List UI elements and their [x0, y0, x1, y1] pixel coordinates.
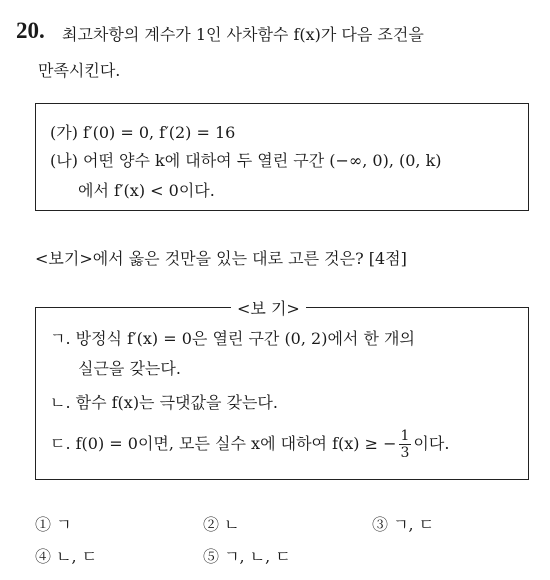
condition-na-continued: 에서 f′(x) < 0이다. [78, 181, 215, 200]
conditions-box [35, 103, 529, 211]
bogi-item-nieun: ㄴ. 함수 f(x)는 극댓값을 갖는다. [50, 393, 278, 412]
question-number: 20. [16, 18, 45, 43]
condition-ga: (가) f′(0) = 0, f′(2) = 16 [50, 123, 236, 142]
question-stem-line2: 만족시킨다. [38, 61, 121, 80]
bogi-title: <보 기> [231, 296, 306, 319]
bogi-item-giyeok-line2: 실근을 갖는다. [78, 359, 181, 378]
fraction-numerator: 1 [400, 428, 410, 444]
choice-1[interactable]: ① ㄱ [35, 515, 72, 534]
bogi-item-giyeok-line1: ㄱ. 방정식 f′(x) = 0은 열린 구간 (0, 2)에서 한 개의 [50, 329, 415, 348]
condition-na: (나) 어떤 양수 k에 대하여 두 열린 구간 (−∞, 0), (0, k) [50, 151, 442, 170]
fraction-denominator: 3 [400, 445, 410, 461]
question-stem-line1: 최고차항의 계수가 1인 사차함수 f(x)가 다음 조건을 [62, 25, 424, 44]
choice-2[interactable]: ② ㄴ [203, 515, 240, 534]
bogi-item-digeut-end: 이다. [413, 434, 450, 453]
choice-4[interactable]: ④ ㄴ, ㄷ [35, 547, 98, 566]
choice-5[interactable]: ⑤ ㄱ, ㄴ, ㄷ [203, 547, 291, 566]
choice-3[interactable]: ③ ㄱ, ㄷ [372, 515, 435, 534]
fraction-one-third [399, 428, 412, 461]
bogi-item-digeut-text: ㄷ. f(0) = 0이면, 모든 실수 x에 대하여 f(x) ≥ − [50, 434, 397, 453]
bogi-box [35, 299, 529, 480]
bogi-item-digeut [50, 428, 449, 461]
question-prompt: <보기>에서 옳은 것만을 있는 대로 고른 것은? [4점] [35, 249, 407, 268]
